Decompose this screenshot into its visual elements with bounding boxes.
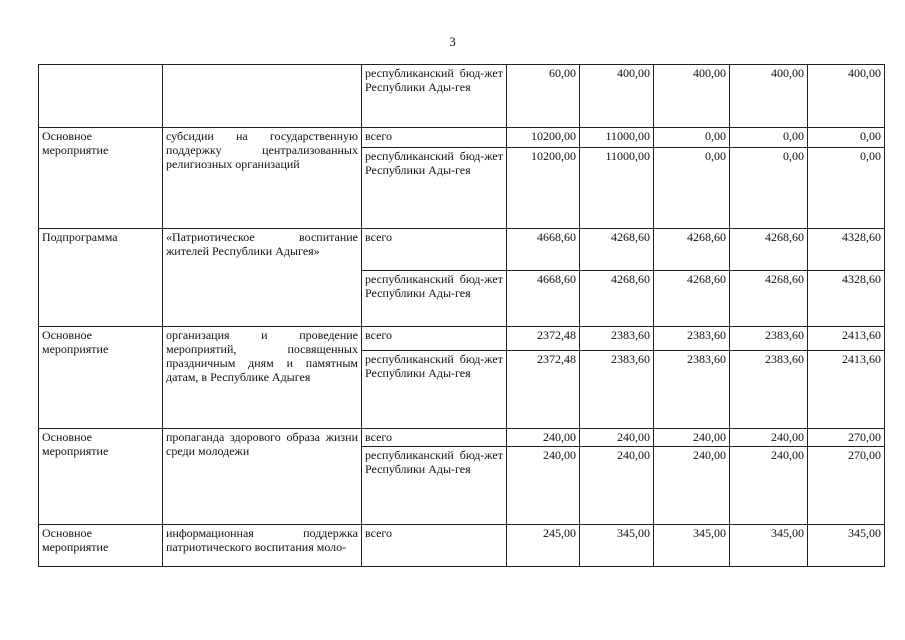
- funding-source-cell: [362, 148, 507, 229]
- amount-cell: 11000,00: [580, 128, 654, 148]
- amount-cell: 60,00: [507, 65, 580, 128]
- amount-cell: 4268,60: [730, 271, 808, 327]
- amount-cell: 400,00: [654, 65, 730, 128]
- table-row: [39, 327, 885, 351]
- amount-cell: 240,00: [580, 429, 654, 447]
- table-row: [39, 65, 885, 128]
- item-type-cell: Основное мероприятие: [39, 327, 163, 429]
- amount-cell: 345,00: [654, 525, 730, 567]
- funding-source-label: всего: [365, 129, 393, 143]
- amount-cell: 4268,60: [730, 229, 808, 271]
- amount-cell: 345,00: [730, 525, 808, 567]
- funding-source-label: всего: [365, 328, 393, 342]
- amount-cell: 240,00: [730, 447, 808, 525]
- amount-cell: 400,00: [808, 65, 885, 128]
- amount-cell: 0,00: [654, 148, 730, 229]
- amount-cell: 2383,60: [730, 327, 808, 351]
- item-type-cell: Основное мероприятие: [39, 128, 163, 229]
- amount-cell: 2383,60: [580, 351, 654, 429]
- amount-cell: 240,00: [507, 429, 580, 447]
- amount-cell: 4268,60: [654, 229, 730, 271]
- amount-cell: 2383,60: [654, 327, 730, 351]
- amount-cell: 10200,00: [507, 148, 580, 229]
- amount-cell: 4328,60: [808, 229, 885, 271]
- funding-source-label: республиканский бюд-жет Республики Ады-гея: [365, 66, 503, 94]
- amount-cell: 11000,00: [580, 148, 654, 229]
- amount-cell: 0,00: [808, 128, 885, 148]
- table-row: [39, 229, 885, 271]
- funding-source-cell: [362, 429, 507, 447]
- amount-cell: 4668,60: [507, 229, 580, 271]
- amount-cell: 240,00: [654, 447, 730, 525]
- amount-cell: 0,00: [730, 128, 808, 148]
- amount-cell: 2383,60: [654, 351, 730, 429]
- funding-source-cell: [362, 271, 507, 327]
- funding-source-cell: [362, 327, 507, 351]
- amount-cell: 0,00: [654, 128, 730, 148]
- item-name-cell: [163, 65, 362, 128]
- amount-cell: 240,00: [507, 447, 580, 525]
- amount-cell: 240,00: [654, 429, 730, 447]
- amount-cell: 345,00: [580, 525, 654, 567]
- amount-cell: 4668,60: [507, 271, 580, 327]
- item-name-cell: информационная поддержка патриотического воспитания моло-: [163, 525, 362, 567]
- funding-source-label: республиканский бюд-жет Республики Ады-гея: [365, 149, 503, 177]
- amount-cell: 4268,60: [580, 271, 654, 327]
- funding-source-cell: [362, 65, 507, 128]
- funding-source-label: всего: [365, 230, 393, 244]
- amount-cell: 0,00: [730, 148, 808, 229]
- funding-source-label: всего: [365, 526, 393, 540]
- amount-cell: 4268,60: [654, 271, 730, 327]
- amount-cell: 400,00: [730, 65, 808, 128]
- amount-cell: 0,00: [808, 148, 885, 229]
- funding-source-label: республиканский бюд-жет Республики Ады-гея: [365, 448, 503, 476]
- amount-cell: 2413,60: [808, 327, 885, 351]
- funding-source-cell: [362, 128, 507, 148]
- item-type-cell: Подпрограмма: [39, 229, 163, 327]
- amount-cell: 2413,60: [808, 351, 885, 429]
- item-type-cell: Основное мероприятие: [39, 429, 163, 525]
- table-row: [39, 525, 885, 567]
- item-type-cell: [39, 65, 163, 128]
- amount-cell: 270,00: [808, 447, 885, 525]
- amount-cell: 400,00: [580, 65, 654, 128]
- funding-source-label: всего: [365, 430, 393, 444]
- funding-source-label: республиканский бюд-жет Республики Ады-гея: [365, 352, 503, 380]
- funding-source-cell: [362, 229, 507, 271]
- funding-source-cell: [362, 525, 507, 567]
- amount-cell: 240,00: [580, 447, 654, 525]
- item-name-cell: пропаганда здорового образа жизни среди молодежи: [163, 429, 362, 525]
- amount-cell: 270,00: [808, 429, 885, 447]
- amount-cell: 4268,60: [580, 229, 654, 271]
- funding-source-cell: [362, 351, 507, 429]
- funding-source-cell: [362, 447, 507, 525]
- item-name-cell: «Патриотическое воспитание жителей Республики Адыгея»: [163, 229, 362, 327]
- amount-cell: 2383,60: [730, 351, 808, 429]
- amount-cell: 245,00: [507, 525, 580, 567]
- funding-source-label: республиканский бюд-жет Республики Ады-гея: [365, 272, 503, 300]
- amount-cell: 345,00: [808, 525, 885, 567]
- amount-cell: 4328,60: [808, 271, 885, 327]
- amount-cell: 2372,48: [507, 327, 580, 351]
- item-type-cell: Основное мероприятие: [39, 525, 163, 567]
- amount-cell: 2383,60: [580, 327, 654, 351]
- table-row: [39, 429, 885, 447]
- budget-table: [38, 64, 885, 567]
- table-row: [39, 128, 885, 148]
- item-name-cell: организация и проведение мероприятий, посвященных праздничным дням и памятным датам, в Республике Адыгея: [163, 327, 362, 429]
- item-name-cell: субсидии на государственную поддержку централизованных религиозных организаций: [163, 128, 362, 229]
- amount-cell: 240,00: [730, 429, 808, 447]
- amount-cell: 2372,48: [507, 351, 580, 429]
- page-number: 3: [449, 34, 456, 49]
- amount-cell: 10200,00: [507, 128, 580, 148]
